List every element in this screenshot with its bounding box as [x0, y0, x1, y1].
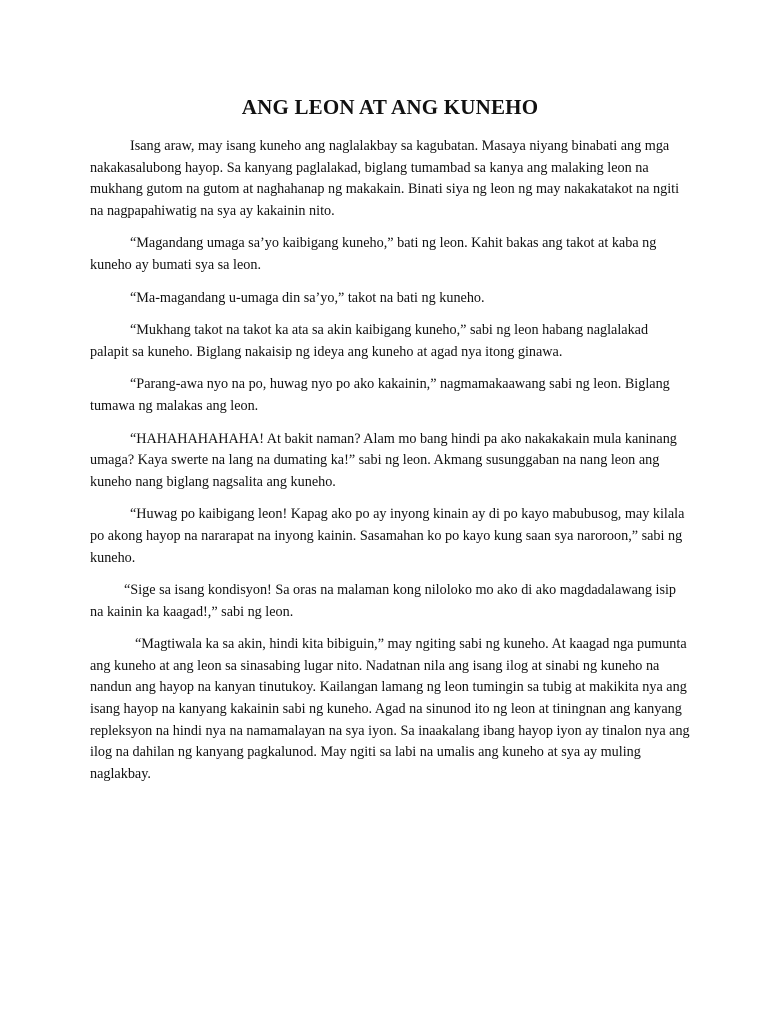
- paragraph-7: “Huwag po kaibigang leon! Kapag ako po ay inyong kinain ay di po kayo mabubusog, may kilala po akong hayop na nararapat na inyong kainin. Sasamahan ko po kayo kung saan sya naroroon,” sabi ng kuneho.: [90, 506, 685, 566]
- paragraph-2: “Magandang umaga sa’yo kaibigang kuneho,” bati ng leon. Kahit bakas ang takot at kaba ng kuneho ay bumati sya sa leon.: [90, 235, 657, 273]
- paragraph-1: Isang araw, may isang kuneho ang naglalakbay sa kagubatan. Masaya niyang binabati ang mga nakakasalubong hayop. Sa kanyang paglalakad, biglang tumambad sa kanya ang malaking leon na mukhang gutom na gutom at naghahanap ng makakain. Binati siya ng leon ng may nakakatakot na ngiti na nagpapahiwatig na sya ay kakainin nito.: [90, 138, 680, 219]
- paragraph-4: “Mukhang takot na takot ka ata sa akin kaibigang kuneho,” sabi ng leon habang naglalakad palapit sa kuneho. Biglang nakaisip ng ideya ang kuneho at agad nya itong ginawa.: [90, 322, 649, 360]
- paragraph-8: “Sige sa isang kondisyon! Sa oras na malaman kong niloloko mo ako di ako magdadalawang isip na kainin ka kaagad!,” sabi ng leon.: [90, 582, 677, 620]
- document-title: ANG LEON AT ANG KUNEHO: [241, 95, 539, 119]
- paragraph-6: “HAHAHAHAHAHA! At bakit naman? Alam mo bang hindi pa ako nakakakain mula kaninang umaga? Kaya swerte na lang na dumating ka!” sabi ng leon. Akmang susunggaban na nang leon ang kuneho nang biglang nagsalita ang kuneho.: [90, 430, 677, 490]
- document-page: [90, 92, 690, 796]
- paragraph-3: “Ma-magandang u-umaga din sa’yo,” takot na bati ng kuneho.: [130, 289, 485, 306]
- paragraph-9: “Magtiwala ka sa akin, hindi kita bibiguin,” may ngiting sabi ng kuneho. At kaagad nga pumunta ang kuneho at ang leon sa sinasabing lugar nito. Nadatnan nila ang isang ilog at sinabi ng kuneho na nandun ang hayop na kanyan tinutukoy. Kailangan lamang ng leon tumingin sa tubig at makikita nya ang isang hayop na kanyang kakainin sabi ng kuneho. Agad na sinunod ito ng leon at tiningnan ang kanyang repleksyon na hindi nya na namamalayan na sya iyon. Sa inaakalang ibang hayop iyon ay tinalon nya ang ilog na dahilan ng kanyang pagkalunod. May ngiti sa labi na umalis ang kuneho at sya ay muling naglakbay.: [90, 636, 690, 782]
- paragraph-5: “Parang-awa nyo na po, huwag nyo po ako kakainin,” nagmamakaawang sabi ng leon. Biglang tumawa ng malakas ang leon.: [90, 376, 670, 414]
